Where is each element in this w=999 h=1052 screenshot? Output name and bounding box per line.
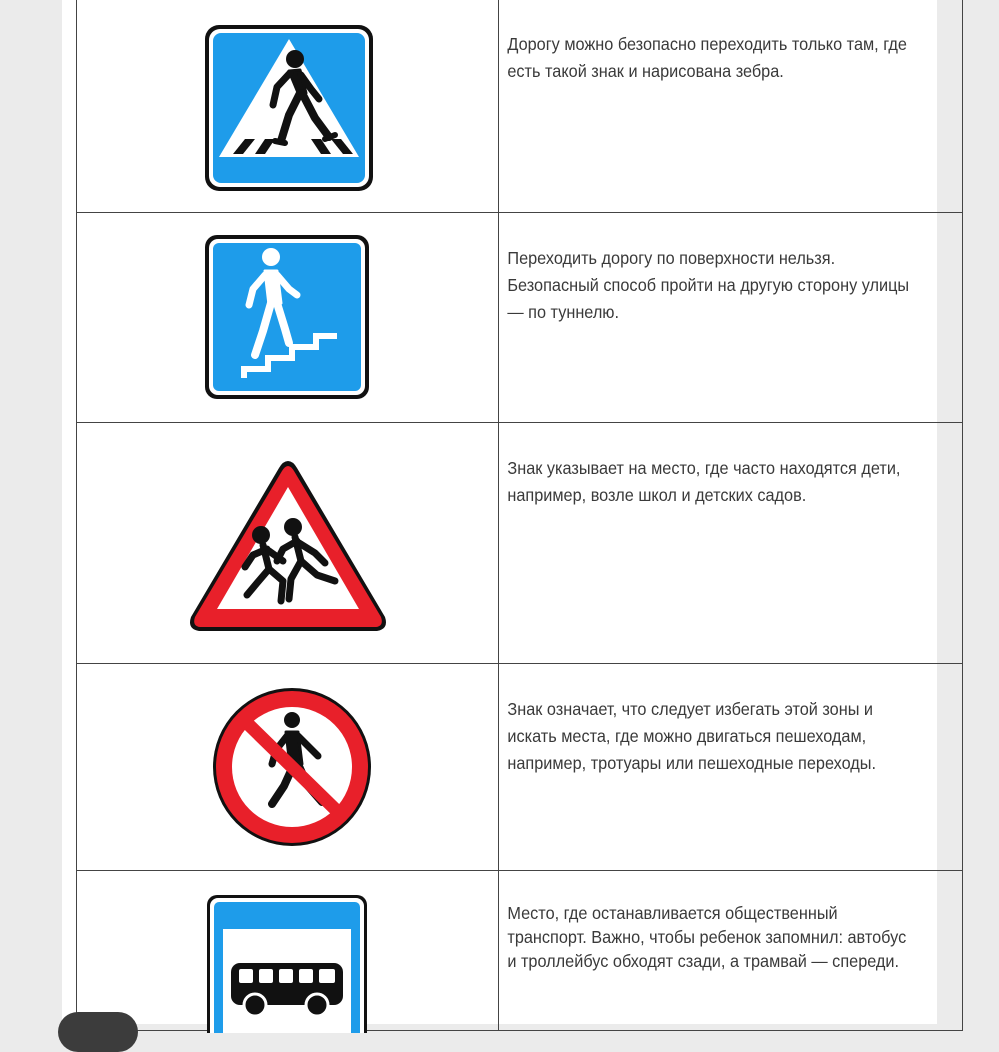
sign-cell (77, 423, 499, 664)
sign-description: Место, где останавливается общественный транспорт. Важно, чтобы ребенок запомнил: автобус и троллейбус обходят сзади, а трамвай — спереди. (507, 903, 907, 971)
description-cell (499, 423, 963, 664)
bus-stop-sign-icon (205, 893, 369, 1033)
table-row (77, 664, 963, 871)
sign-description: Знак означает, что следует избегать этой зоны и искать места, где можно двигаться пешеходам, например, тротуары или пешеходные переходы. (507, 699, 877, 773)
sign-cell (77, 0, 499, 213)
sign-description: Дорогу можно безопасно переходить только там, где есть такой знак и нарисована зебра. (507, 34, 907, 81)
no-pedestrians-sign-icon (210, 686, 374, 848)
description-cell (499, 213, 963, 423)
description-cell (499, 664, 963, 871)
sign-description: Знак указывает на место, где часто находятся дети, например, возле школ и детских садов. (507, 458, 901, 505)
description-cell (499, 871, 963, 1031)
table-row (77, 871, 963, 1031)
sign-description: Переходить дорогу по поверхности нельзя. Безопасный способ пройти на другую сторону улицы — по туннелю. (507, 248, 910, 322)
table-row (77, 423, 963, 664)
sign-cell (77, 664, 499, 871)
description-cell (499, 0, 963, 213)
road-signs-table (76, 0, 963, 1031)
table-row (77, 213, 963, 423)
table-row (77, 0, 963, 213)
underground-crossing-sign-icon (203, 233, 371, 401)
children-warning-sign-icon (187, 457, 389, 637)
pedestrian-crossing-sign-icon (203, 23, 375, 193)
corner-overlay (58, 1012, 138, 1052)
sign-cell (77, 871, 499, 1031)
sign-cell (77, 213, 499, 423)
